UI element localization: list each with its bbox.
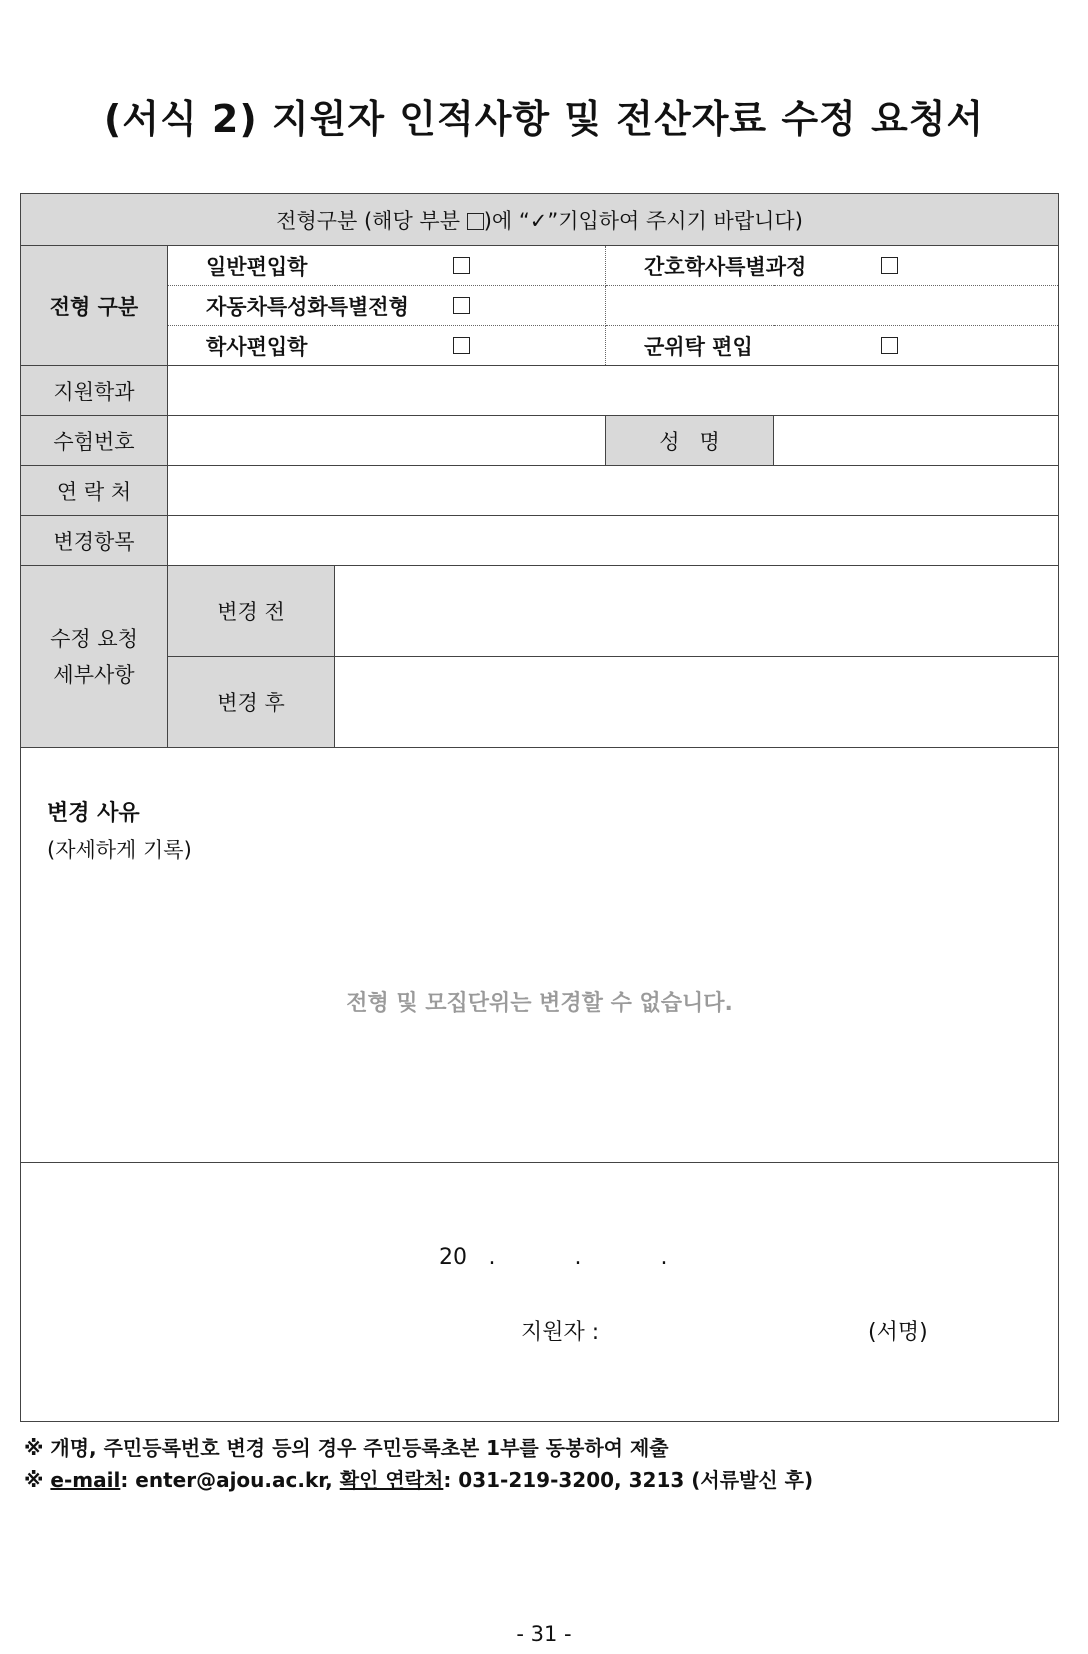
exam-number-field[interactable] — [168, 416, 606, 466]
note-line-2 — [24, 1464, 813, 1496]
department-field[interactable] — [168, 366, 1059, 416]
applicant-label: 지원자 : — [521, 1320, 600, 1345]
before-field[interactable] — [335, 566, 1059, 657]
exam-number-label: 수험번호 — [21, 416, 168, 466]
option-bachelor-transfer[interactable] — [168, 326, 606, 366]
reason-note: 전형 및 모집단위는 변경할 수 없습니다. — [346, 991, 733, 1016]
before-label: 변경 전 — [168, 566, 335, 657]
option-label: 학사편입학 — [206, 334, 308, 359]
admission-row-3 — [21, 326, 1059, 366]
instruction-row — [21, 194, 1059, 246]
option-label: 일반편입학 — [206, 254, 308, 279]
change-item-field[interactable] — [168, 516, 1059, 566]
department-label: 지원학과 — [21, 366, 168, 416]
change-item-label: 변경항목 — [21, 516, 168, 566]
after-label: 변경 후 — [168, 657, 335, 748]
date-dot: . — [488, 1245, 496, 1270]
checkbox-military-transfer[interactable] — [881, 337, 898, 354]
signature-row — [21, 1163, 1059, 1422]
option-general-transfer[interactable] — [168, 246, 606, 286]
contact-label: 연 락 처 — [21, 466, 168, 516]
checkbox-nursing-special[interactable] — [881, 257, 898, 274]
form-title: (서식 2) 지원자 인적사항 및 전산자료 수정 요청서 — [103, 97, 985, 141]
contact-field[interactable] — [168, 466, 1059, 516]
reason-cell[interactable] — [21, 748, 1059, 1163]
instruction-cell — [21, 194, 1059, 246]
email-value: : enter@ajou.ac.kr, — [120, 1468, 340, 1492]
reason-title: 변경 사유 — [47, 801, 140, 826]
instruction-text-before: 전형구분 (해당 부분 — [276, 208, 467, 233]
note-line-1: ※ 개명, 주민등록번호 변경 등의 경우 주민등록초본 1부를 동봉하여 제출 — [24, 1436, 669, 1460]
after-field[interactable] — [335, 657, 1059, 748]
year-prefix: 20 — [439, 1245, 467, 1270]
after-row — [21, 657, 1059, 748]
reason-row — [21, 748, 1059, 1163]
option-military-transfer[interactable] — [606, 326, 1059, 366]
exam-name-row — [21, 416, 1059, 466]
option-automotive-special[interactable] — [168, 286, 606, 326]
notes — [24, 1432, 813, 1496]
admission-row-1 — [21, 246, 1059, 286]
contact-phone-label: 확인 연락처 — [339, 1468, 444, 1492]
name-label: 성 명 — [606, 416, 774, 466]
option-label: 자동차특성화특별전형 — [206, 294, 409, 319]
reason-subtitle: (자세하게 기록) — [47, 838, 192, 862]
empty-option-cell — [606, 286, 1059, 326]
admission-row-2 — [21, 286, 1059, 326]
before-row — [21, 566, 1059, 657]
instruction-text-after: )에 “✓”기입하여 주시기 바랍니다) — [483, 208, 803, 233]
contact-phone-value: : 031-219-3200, 3213 (서류발신 후) — [443, 1468, 814, 1492]
department-row — [21, 366, 1059, 416]
date-line[interactable] — [439, 1245, 682, 1270]
contact-row — [21, 466, 1059, 516]
page-number: - 31 - — [516, 1622, 572, 1646]
checkbox-bachelor-transfer[interactable] — [453, 337, 470, 354]
option-label: 간호학사특별과정 — [644, 254, 807, 279]
signature-cell — [21, 1163, 1059, 1422]
details-label-line1: 수정 요청 — [50, 626, 138, 651]
name-field[interactable] — [774, 416, 1059, 466]
sign-label: (서명) — [868, 1320, 928, 1345]
admission-type-label: 전형 구분 — [21, 246, 168, 366]
date-dot: . — [660, 1245, 668, 1270]
details-label — [21, 566, 168, 748]
change-item-row — [21, 516, 1059, 566]
email-label: e-mail — [50, 1468, 121, 1492]
request-form-table — [20, 193, 1059, 1422]
option-label: 군위탁 편입 — [644, 334, 753, 359]
date-dot: . — [574, 1245, 582, 1270]
checkbox-general-transfer[interactable] — [453, 257, 470, 274]
note-prefix: ※ — [24, 1468, 51, 1492]
checkbox-sample-icon — [467, 213, 484, 230]
option-nursing-special[interactable] — [606, 246, 1059, 286]
checkbox-automotive-special[interactable] — [453, 297, 470, 314]
details-label-line2: 세부사항 — [53, 662, 135, 687]
